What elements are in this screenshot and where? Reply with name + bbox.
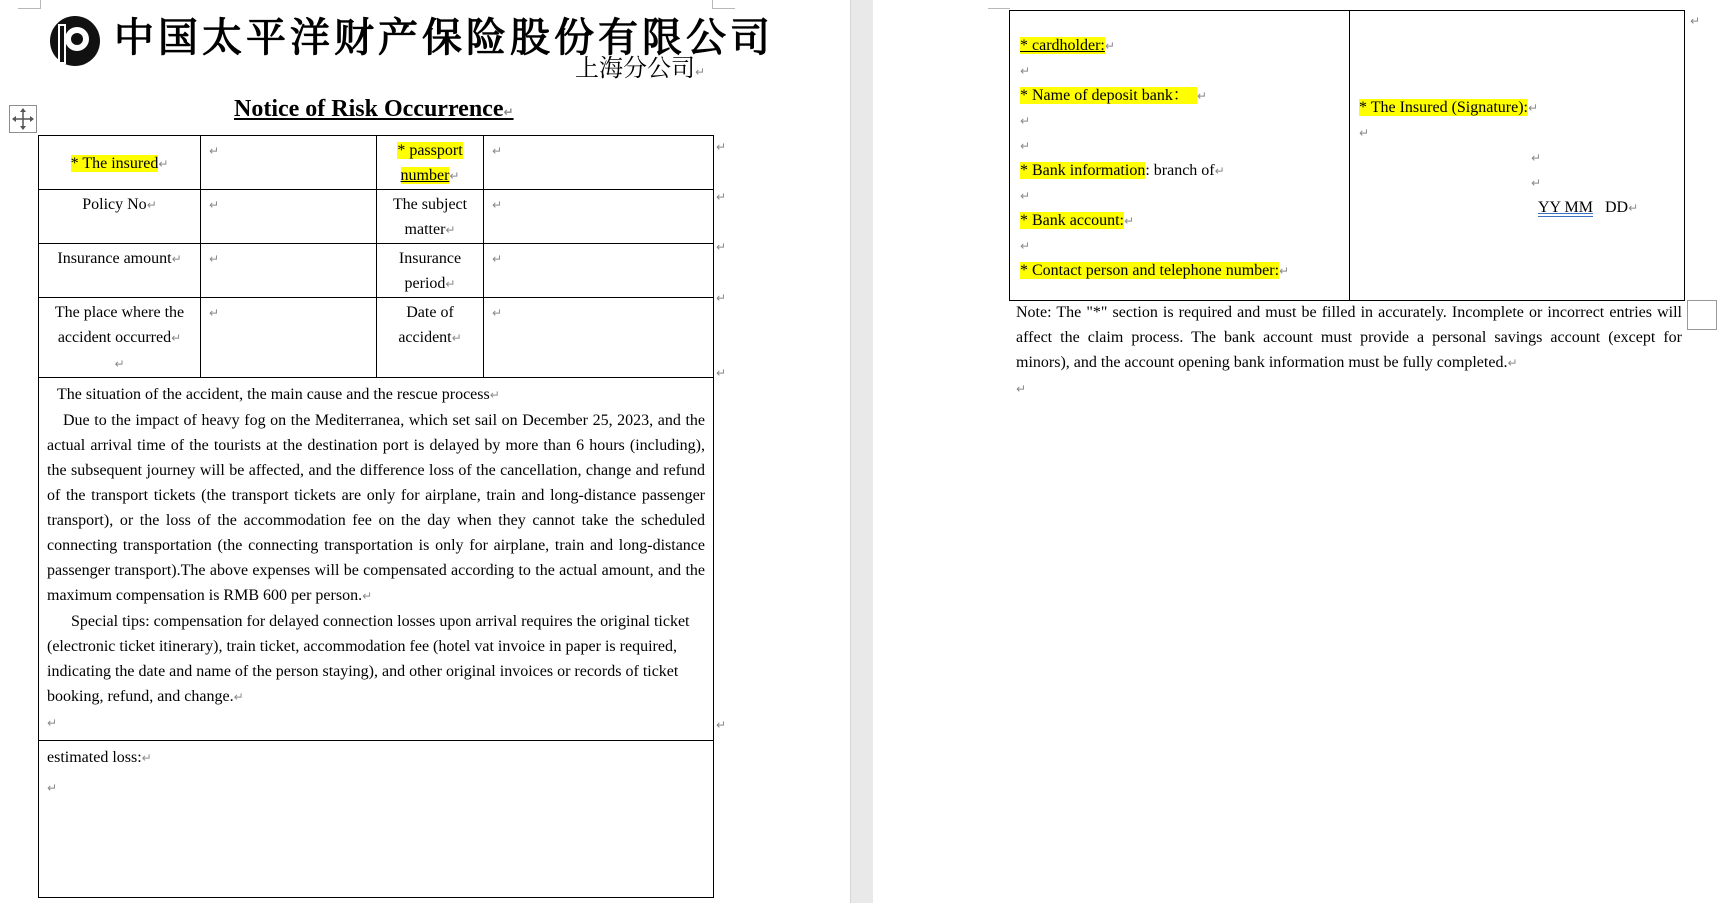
situation-body-1: Due to the impact of heavy fog on the Mediterranea, which set sail on December 25, 2023, and the actual arrival time of the tourists at the destination port is delayed by more than 6 hours (including), the subsequent journey will be affected, and the difference loss of the cancellation, change and refund of the transport tickets (the transport tickets are only for airplane, train and long-distance passenger transport), or the loss of the accommodation fee on the day when they cannot take the scheduled connecting transportation (the connecting transportation is only for airplane, train and long-distance passenger transport).The above expenses will be compensated according to the actual amount, and the maximum compensation is RMB 600 per person.↵ [47, 412, 705, 604]
end-of-row-mark: ↵ [716, 240, 727, 254]
estimated-loss-label: estimated loss:↵ [47, 749, 152, 766]
insured-signature-line: * The Insured (Signature):↵ [1359, 99, 1539, 116]
form-row-place [39, 298, 714, 378]
contact-line: * Contact person and telephone number:↵ [1020, 262, 1290, 279]
policy-label-cell: Policy No↵ [39, 190, 201, 244]
subject-value-cell[interactable]: ↵ [484, 190, 714, 244]
crop-mark [712, 0, 735, 9]
bank-account-line: * Bank account:↵ [1020, 212, 1135, 229]
risk-notice-form-table [38, 135, 714, 898]
cardholder-line: * cardholder:↵ [1020, 37, 1115, 54]
end-of-row-mark: ↵ [716, 190, 727, 204]
table-move-handle[interactable] [9, 105, 37, 133]
move-arrows-icon [10, 106, 36, 132]
bank-details-cell[interactable] [1010, 11, 1350, 301]
signature-cell[interactable] [1350, 11, 1685, 301]
bank-info-row [1010, 11, 1685, 301]
document-page-1 [0, 0, 850, 903]
situation-body-2: Special tips: compensation for delayed connection losses upon arrival requires the original ticket (electronic ticket itinerary), train ticket, accommodation fee (hotel vat invoice in paper is required, indicating the date and name of the person staying), and other original invoices or records of ticket booking, refund, and change.↵ [47, 613, 690, 705]
situation-cell[interactable] [39, 378, 714, 741]
branch-name: 上海分公司↵ [575, 54, 706, 82]
date-label-cell: Date of accident↵ [377, 298, 484, 378]
form-row-situation [39, 378, 714, 741]
deposit-bank-line: * Name of deposit bank： ↵ [1020, 87, 1207, 104]
amount-label-cell: Insurance amount↵ [39, 244, 201, 298]
empty-paragraph: ↵ [1020, 189, 1031, 203]
subject-label-cell: The subject matter↵ [377, 190, 484, 244]
empty-paragraph: ↵ [1020, 239, 1031, 253]
place-label-cell: The place where the accident occurred↵ ↵ [39, 298, 201, 378]
date-value-cell[interactable]: ↵ [484, 298, 714, 378]
passport-label-cell: * passport number↵ [377, 136, 484, 190]
period-value-cell[interactable]: ↵ [484, 244, 714, 298]
empty-paragraph: ↵ [1020, 64, 1031, 78]
crop-mark [18, 0, 41, 9]
signature-date-line: YY MM DD↵ [1538, 199, 1639, 216]
insured-value-cell[interactable]: ↵ [201, 136, 377, 190]
policy-value-cell[interactable]: ↵ [201, 190, 377, 244]
form-row-insured [39, 136, 714, 190]
passport-value-cell[interactable]: ↵ [484, 136, 714, 190]
end-of-row-mark: ↵ [716, 366, 727, 380]
company-name: 中国太平洋财产保险股份有限公司 [114, 14, 774, 61]
empty-paragraph: ↵ [1359, 126, 1370, 140]
insured-label-cell: * The insured↵ [39, 136, 201, 190]
bank-info-table [1009, 10, 1685, 301]
side-checkbox[interactable] [1687, 300, 1717, 330]
page-gutter [850, 0, 875, 903]
crop-mark [988, 0, 1010, 9]
form-row-amount [39, 244, 714, 298]
estimated-loss-cell[interactable] [39, 741, 714, 898]
empty-paragraph: ↵ [1020, 114, 1031, 128]
place-value-cell[interactable]: ↵ [201, 298, 377, 378]
period-label-cell: Insurance period↵ [377, 244, 484, 298]
end-of-row-mark: ↵ [716, 140, 727, 154]
empty-paragraph: ↵ [1531, 151, 1542, 165]
situation-heading: The situation of the accident, the main cause and the rescue process↵ [57, 386, 500, 403]
note-paragraph: Note: The "*" section is required and must be filled in accurately. Incomplete or incorrect entries will affect the claim process. The bank account must provide a personal savings account (except for minors), and the account opening bank information must be fully completed.↵ ↵ [1016, 304, 1682, 396]
empty-paragraph: ↵ [1020, 139, 1031, 153]
form-row-estimated-loss [39, 741, 714, 898]
end-of-row-mark: ↵ [716, 718, 727, 732]
empty-paragraph: ↵ [47, 781, 58, 795]
end-of-row-mark: ↵ [716, 291, 727, 305]
document-title: Notice of Risk Occurrence↵ [234, 96, 514, 122]
cpic-logo-icon [48, 14, 102, 68]
empty-paragraph: ↵ [47, 716, 58, 730]
end-of-row-mark: ↵ [1690, 14, 1701, 28]
empty-paragraph: ↵ [1531, 176, 1542, 190]
bank-information-line: * Bank information: branch of↵ [1020, 162, 1225, 179]
amount-value-cell[interactable]: ↵ [201, 244, 377, 298]
form-row-policy [39, 190, 714, 244]
